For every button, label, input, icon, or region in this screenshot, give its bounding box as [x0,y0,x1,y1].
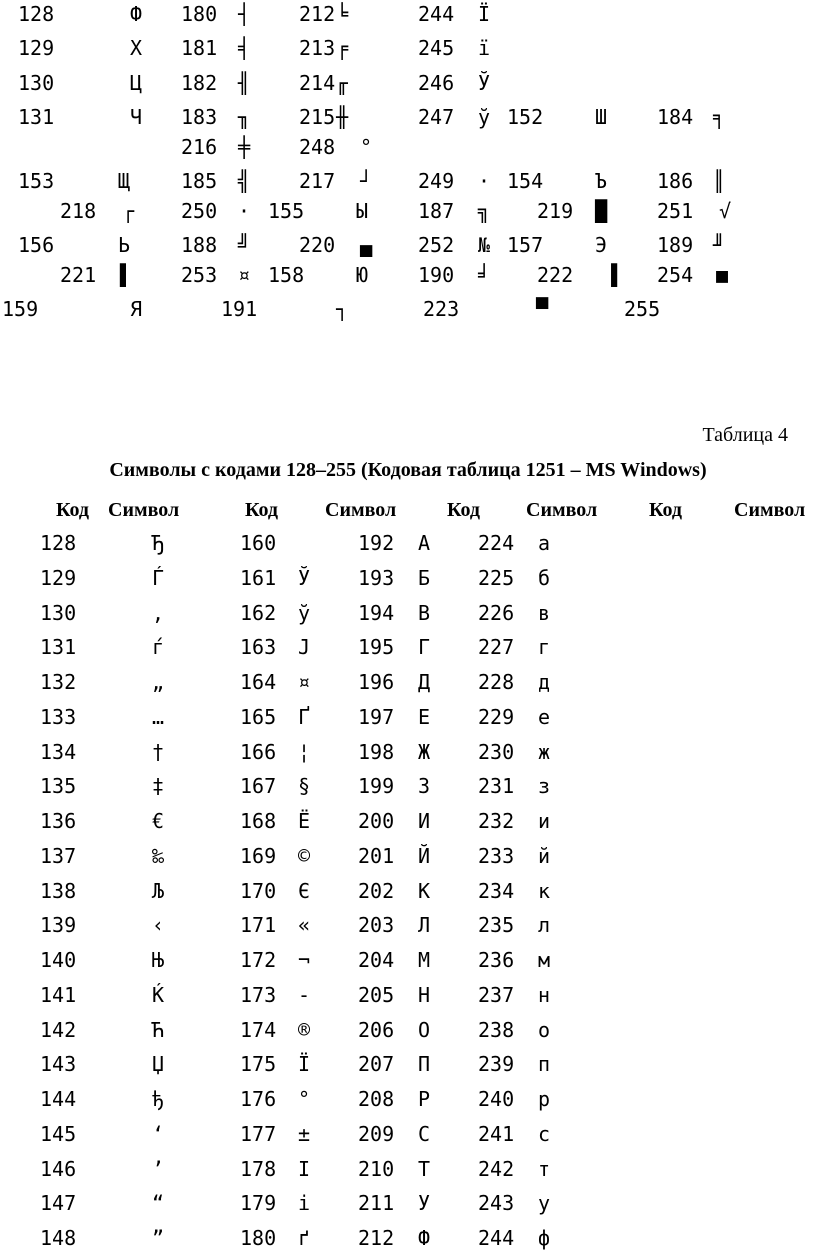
top-code-cell: 186 [657,169,694,193]
table-symbol-cell: “ [152,1191,165,1216]
header-symbol-3: Символ [526,499,598,521]
top-code-cell: 249 [418,169,455,193]
table-code-cell: 203 [358,913,395,938]
table-code-cell: 234 [478,878,515,903]
table-symbol-cell: Б [418,565,431,590]
table-code-cell: 197 [358,704,395,729]
top-symbol-cell: ╛ [478,263,491,287]
table-symbol-cell: м [538,948,551,972]
top-symbol-cell: █ [595,199,608,223]
top-symbol-cell: ┌ [122,199,135,223]
top-symbol-cell: ▀ [536,297,549,321]
table-code-cell: 141 [40,982,77,1007]
top-symbol-cell: Ї [478,2,491,26]
table-code-cell: 143 [40,1052,77,1077]
table-symbol-cell: ° [298,1087,311,1111]
table-symbol-cell: Ґ [298,704,311,729]
header-symbol-1: Символ [108,499,180,521]
table-symbol-cell: И [418,809,431,833]
top-symbol-cell: ╢ [238,71,251,95]
table-symbol-cell: н [538,982,551,1007]
table-code-cell: 205 [358,982,395,1007]
top-code-cell: 217 [299,169,336,193]
table-code-cell: 225 [478,565,515,590]
top-code-cell: 154 [507,169,544,193]
top-symbol-cell: · [238,199,251,223]
top-symbol-cell: ╝ [238,233,251,257]
table-symbol-cell: Ж [418,739,431,764]
top-code-cell: 216 [181,135,218,159]
table-code-cell: 239 [478,1052,515,1077]
table-code-cell: 228 [478,670,515,694]
top-code-cell: 248 [299,135,336,159]
table-code-cell: 204 [358,948,395,972]
table-code-cell: 209 [358,1121,395,1146]
top-symbol-cell: ▐ [605,263,618,287]
top-symbol-cell: ¤ [238,263,251,287]
table-code-cell: 142 [40,1017,77,1042]
table-symbol-cell: ґ [298,1226,311,1250]
table-code-cell: 180 [240,1226,277,1250]
table-code-cell: 144 [40,1087,77,1111]
table-code-cell: 148 [40,1226,77,1250]
table-symbol-cell: ф [538,1226,551,1250]
table-symbol-cell: ® [298,1017,311,1042]
top-code-cell: 212 [299,2,336,26]
table-symbol-cell: „ [152,670,165,694]
table-code-cell: 177 [240,1121,277,1146]
table-symbol-cell: о [538,1017,551,1042]
table-code-cell: 147 [40,1191,77,1216]
top-code-cell: 157 [507,233,544,257]
table-symbol-cell: С [418,1121,431,1146]
table-code-cell: 207 [358,1052,395,1077]
table-symbol-cell: и [538,809,551,833]
table-symbol-cell: К [418,878,431,903]
table-code-cell: 160 [240,531,277,555]
table-symbol-cell: … [152,704,165,729]
top-symbol-cell: Ы [356,199,369,223]
table-code-cell: 208 [358,1087,395,1111]
table-code-cell: 212 [358,1226,395,1250]
table-code-cell: 200 [358,809,395,833]
table-symbol-cell: л [538,913,551,938]
table-symbol-cell: Т [418,1156,431,1181]
table-symbol-cell: Љ [152,878,165,903]
table-symbol-cell: - [298,982,311,1007]
top-symbol-cell: Ь [118,233,131,257]
table-code-cell: 232 [478,809,515,833]
top-code-cell: 244 [418,2,455,26]
table-code-cell: 240 [478,1087,515,1111]
header-code-3: Код [447,499,481,521]
table-code-cell: 206 [358,1017,395,1042]
top-symbol-cell: ╘ [336,2,349,26]
table-symbol-cell: Џ [152,1052,165,1077]
table-code-cell: 172 [240,948,277,972]
table-symbol-cell: Р [418,1087,431,1111]
top-code-cell: 153 [18,169,55,193]
table-symbol-cell: Ќ [152,982,165,1007]
table-code-cell: 193 [358,565,395,590]
table-symbol-cell: М [418,948,431,972]
top-code-cell: 184 [657,105,694,129]
top-code-cell: 220 [299,233,336,257]
table-code-cell: 164 [240,670,277,694]
table-code-cell: 224 [478,531,515,555]
table-symbol-cell: З [418,774,431,799]
top-symbol-cell: ╜ [713,233,726,257]
header-symbol-4: Символ [734,499,806,521]
table-code-cell: 198 [358,739,395,764]
top-symbol-cell: ў [478,105,491,129]
table-symbol-cell: Ф [418,1226,431,1250]
top-symbol-cell: Ч [130,105,143,129]
table-code-cell: 133 [40,704,77,729]
table-symbol-cell: Ћ [152,1017,165,1042]
table-code-cell: 211 [358,1191,395,1216]
top-symbol-cell: ┘ [360,169,373,193]
top-symbol-cell: Щ [118,169,131,193]
top-code-cell: 156 [18,233,55,257]
top-symbol-cell: ╓ [336,71,349,95]
table-code-cell: 137 [40,843,77,868]
top-code-cell: 191 [221,297,258,321]
table-symbol-cell: А [418,531,431,555]
top-code-cell: 130 [18,71,55,95]
table-code-cell: 165 [240,704,277,729]
table-code-cell: 171 [240,913,277,938]
top-symbol-cell: № [478,233,491,257]
header-code-2: Код [245,499,279,521]
top-symbol-cell: Ю [356,263,369,287]
table-caption: Таблица 4 [702,424,788,446]
top-symbol-cell: ■ [716,263,729,287]
table-code-cell: 227 [478,635,515,660]
top-code-cell: 129 [18,36,55,60]
table-code-cell: 179 [240,1191,277,1216]
top-code-cell: 214 [299,71,336,95]
top-code-cell: 246 [418,71,455,95]
table-symbol-cell: © [298,843,311,868]
table-code-cell: 162 [240,600,277,625]
top-symbol-cell: Ш [595,105,608,129]
top-code-cell: 190 [418,263,455,287]
top-code-cell: 182 [181,71,218,95]
table-symbol-cell: Л [418,913,431,938]
header-code-4: Код [649,499,683,521]
table-symbol-cell: ‘ [152,1121,165,1146]
table-code-cell: 235 [478,913,515,938]
table-symbol-cell: і [298,1191,311,1216]
table-code-cell: 168 [240,809,277,833]
top-code-cell: 219 [537,199,574,223]
table-symbol-cell: Д [418,670,431,694]
table-symbol-cell: в [538,600,551,625]
table-symbol-cell: П [418,1052,431,1077]
table-symbol-cell: † [152,739,165,764]
table-code-cell: 163 [240,635,277,660]
top-code-cell: 252 [418,233,455,257]
table-symbol-cell: к [538,878,551,903]
table-symbol-cell: Њ [152,948,165,972]
table-symbol-cell: ¬ [298,948,311,972]
table-symbol-cell: р [538,1087,551,1111]
table-code-cell: 231 [478,774,515,799]
table-symbol-cell: Н [418,982,431,1007]
table-symbol-cell: д [538,670,551,694]
table-symbol-cell: е [538,704,551,729]
table-symbol-cell: Ђ [152,531,165,555]
table-code-cell: 129 [40,565,77,590]
top-symbol-cell: ╕ [713,105,726,129]
top-code-cell: 215 [299,105,336,129]
top-code-cell: 181 [181,36,218,60]
table-symbol-cell: Ё [298,809,311,833]
table-code-cell: 134 [40,739,77,764]
top-code-cell: 128 [18,2,55,26]
table-symbol-cell: В [418,600,431,625]
table-code-cell: 202 [358,878,395,903]
top-symbol-cell: ╗ [478,199,491,223]
table-symbol-cell: с [538,1121,551,1146]
top-symbol-cell: Э [595,233,608,257]
table-symbol-cell: у [538,1191,551,1216]
table-code-cell: 136 [40,809,77,833]
table-symbol-cell: ‰ [152,843,165,868]
top-code-cell: 223 [423,297,460,321]
table-symbol-cell: О [418,1017,431,1042]
top-code-cell: 155 [268,199,305,223]
top-code-cell: 218 [60,199,97,223]
table-symbol-cell: б [538,565,551,590]
table-symbol-cell: Е [418,704,431,729]
table-code-cell: 175 [240,1052,277,1077]
table-code-cell: 140 [40,948,77,972]
table-code-cell: 242 [478,1156,515,1181]
top-symbol-cell: ╫ [336,105,349,129]
table-code-cell: 166 [240,739,277,764]
top-symbol-cell: Ф [130,2,143,26]
table-code-cell: 173 [240,982,277,1007]
table-code-cell: 226 [478,600,515,625]
table-code-cell: 230 [478,739,515,764]
top-symbol-cell: Ц [130,71,143,95]
table-symbol-cell: й [538,843,551,868]
table-code-cell: 233 [478,843,515,868]
table-code-cell: 244 [478,1226,515,1250]
top-code-cell: 222 [537,263,574,287]
table-code-cell: 210 [358,1156,395,1181]
top-symbol-cell: ┤ [238,2,251,26]
table-code-cell: 194 [358,600,395,625]
top-code-cell: 180 [181,2,218,26]
table-code-cell: 237 [478,982,515,1007]
top-code-cell: 189 [657,233,694,257]
table-code-cell: 241 [478,1121,515,1146]
top-symbol-cell: · [478,169,491,193]
table-code-cell: 131 [40,635,77,660]
top-code-cell: 213 [299,36,336,60]
table-symbol-cell: г [538,635,551,660]
table-code-cell: 132 [40,670,77,694]
table-code-cell: 229 [478,704,515,729]
top-code-cell: 247 [418,105,455,129]
table-symbol-cell: ѓ [152,635,165,660]
top-code-cell: 158 [268,263,305,287]
table-symbol-cell: з [538,774,551,799]
table-symbol-cell: € [152,809,165,833]
header-symbol-2: Символ [325,499,397,521]
table-code-cell: 170 [240,878,277,903]
table-symbol-cell: ’ [152,1156,165,1181]
top-symbol-cell: ° [360,135,373,159]
top-code-cell: 254 [657,263,694,287]
table-code-cell: 236 [478,948,515,972]
table-code-cell: 135 [40,774,77,799]
table-code-cell: 243 [478,1191,515,1216]
table-symbol-cell: ¤ [298,670,311,694]
table-code-cell: 192 [358,531,395,555]
top-code-cell: 250 [181,199,218,223]
top-code-cell: 221 [60,263,97,287]
table-code-cell: 178 [240,1156,277,1181]
table-symbol-cell: Ў [298,565,311,590]
top-code-cell: 185 [181,169,218,193]
top-symbol-cell: ╣ [238,169,251,193]
table-symbol-cell: ‹ [152,913,165,938]
table-code-cell: 174 [240,1017,277,1042]
top-code-cell: 159 [2,297,39,321]
top-code-cell: 253 [181,263,218,287]
top-code-cell: 251 [657,199,694,223]
table-symbol-cell [298,533,310,553]
table-code-cell: 139 [40,913,77,938]
table-symbol-cell: т [538,1156,551,1181]
top-code-cell: 131 [18,105,55,129]
top-symbol-cell: ▌ [120,263,133,287]
top-symbol-cell: Х [130,36,143,60]
table-code-cell: 199 [358,774,395,799]
table-symbol-cell: а [538,531,551,555]
table-symbol-cell: ± [298,1121,311,1146]
top-symbol-cell: ╖ [238,105,251,129]
table-code-cell: 146 [40,1156,77,1181]
header-code-1: Код [56,499,90,521]
table-symbol-cell: Є [298,878,311,903]
top-symbol-cell: ї [478,36,491,60]
top-symbol-cell: √ [719,199,732,223]
top-symbol-cell: ╪ [238,135,251,159]
table-code-cell: 128 [40,531,77,555]
top-code-cell: 183 [181,105,218,129]
table-symbol-cell: У [418,1191,431,1216]
table-code-cell: 238 [478,1017,515,1042]
top-code-cell: 255 [624,297,661,321]
top-code-cell: 188 [181,233,218,257]
table-symbol-cell: ђ [152,1087,165,1111]
top-symbol-cell: Ъ [595,169,608,193]
top-symbol-cell: ┐ [336,297,349,321]
table-code-cell: 130 [40,600,77,625]
table-code-cell: 169 [240,843,277,868]
table-symbol-cell: ў [298,600,311,625]
table-symbol-cell: п [538,1052,551,1077]
table-symbol-cell: ¦ [298,739,311,764]
table-code-cell: 201 [358,843,395,868]
top-symbol-cell: ║ [713,169,726,193]
table-code-cell: 145 [40,1121,77,1146]
table-title: Символы с кодами 128–255 (Кодовая таблица 1251 – MS Windows) [109,459,707,481]
top-code-cell: 152 [507,105,544,129]
top-symbol-cell: ╒ [336,36,349,60]
table-symbol-cell: § [298,774,311,799]
table-symbol-cell: І [298,1156,311,1181]
table-code-cell: 176 [240,1087,277,1111]
table-code-cell: 138 [40,878,77,903]
table-symbol-cell: ” [152,1226,165,1250]
table-symbol-cell: « [298,913,311,938]
table-symbol-cell: Й [418,843,431,868]
table-code-cell: 167 [240,774,277,799]
top-symbol-cell: Ў [478,71,491,95]
table-code-cell: 196 [358,670,395,694]
table-code-cell: 195 [358,635,395,660]
table-symbol-cell: Ѓ [152,565,165,590]
table-symbol-cell: Г [418,635,431,660]
top-symbol-cell: ╡ [238,36,251,60]
top-symbol-cell: ▄ [360,233,373,257]
table-symbol-cell: Ј [298,635,311,660]
table-symbol-cell: ж [538,739,551,764]
table-code-cell: 161 [240,565,277,590]
top-code-cell: 187 [418,199,455,223]
table-symbol-cell: Ї [298,1052,311,1077]
table-symbol-cell: ‚ [152,600,165,625]
top-symbol-cell: Я [130,297,143,321]
table-symbol-cell: ‡ [152,774,165,799]
top-code-cell: 245 [418,36,455,60]
